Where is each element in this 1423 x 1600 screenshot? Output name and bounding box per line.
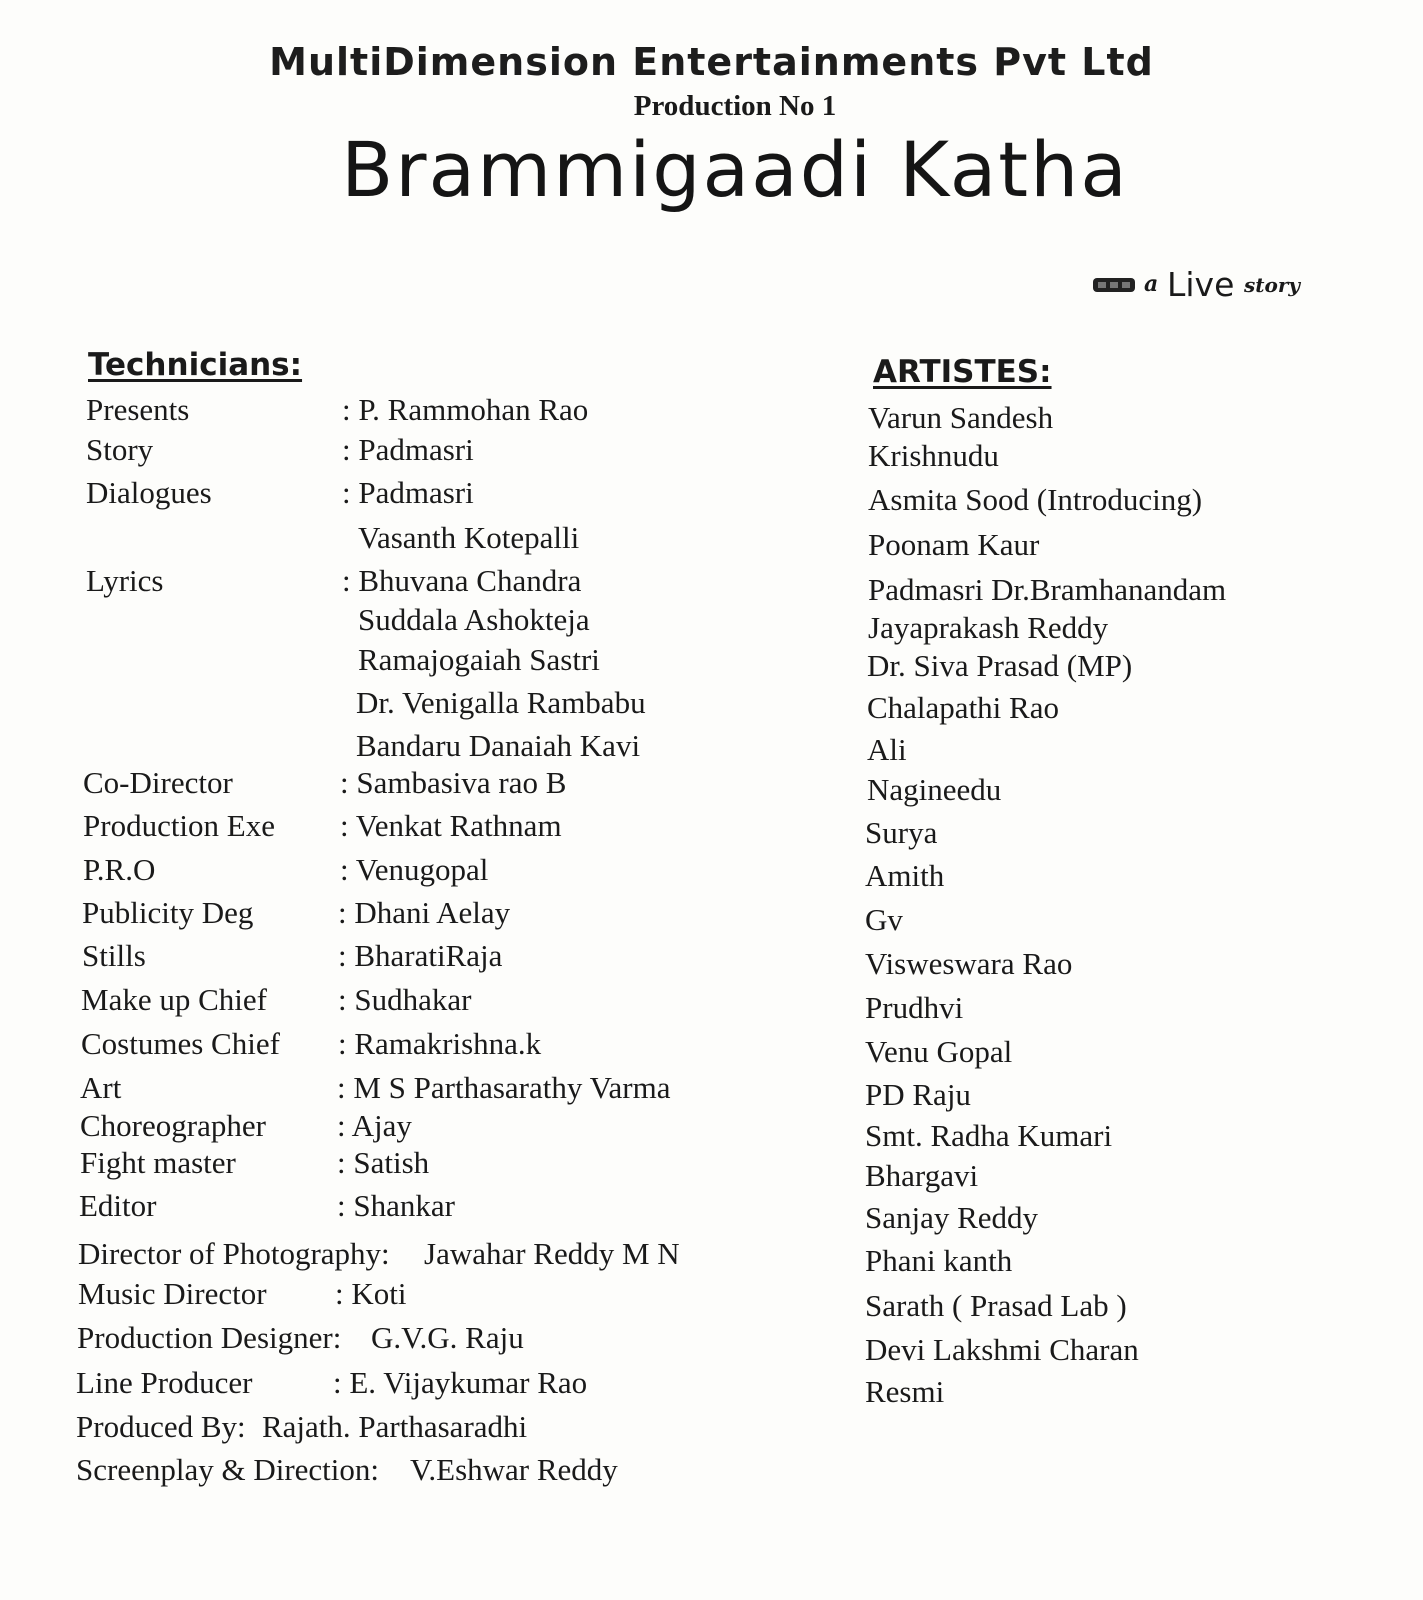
technicians-heading: Technicians:: [88, 347, 303, 383]
production-number: Production No 1: [633, 90, 837, 122]
technician-role: Line Producer: [76, 1365, 253, 1400]
technician-role: Screenplay & Direction:: [76, 1452, 380, 1487]
technician-name: G.V.G. Raju: [371, 1320, 524, 1355]
technician-role: Produced By:: [76, 1409, 246, 1444]
artiste-name: Resmi: [865, 1374, 945, 1409]
technician-name: Dr. Venigalla Rambabu: [356, 685, 646, 720]
technician-name: : Padmasri: [342, 432, 474, 467]
technician-name: : P. Rammohan Rao: [342, 392, 589, 427]
technician-name: Rajath. Parthasaradhi: [262, 1409, 528, 1444]
technician-name: : Venkat Rathnam: [340, 808, 562, 843]
technician-role: Music Director: [78, 1276, 267, 1311]
artistes-heading: ARTISTES:: [873, 354, 1052, 390]
artiste-name: Krishnudu: [868, 438, 999, 473]
technician-name: : Venugopal: [340, 852, 489, 887]
technician-role: Co-Director: [83, 765, 233, 800]
technician-name: : Padmasri: [342, 475, 474, 510]
artiste-name: Varun Sandesh: [868, 400, 1054, 435]
technician-name: V.Eshwar Reddy: [410, 1452, 618, 1487]
company-name: MultiDimension Entertainments Pvt Ltd: [269, 40, 1154, 84]
artiste-name: Ali: [867, 732, 907, 767]
technician-name: : Koti: [335, 1276, 407, 1311]
artiste-name: Padmasri Dr.Bramhanandam: [868, 572, 1227, 607]
technician-name: : Shankar: [337, 1188, 455, 1223]
artiste-name: PD Raju: [865, 1077, 971, 1112]
artiste-name: Jayaprakash Reddy: [868, 610, 1109, 645]
technician-name: Vasanth Kotepalli: [358, 520, 580, 555]
technician-role: Presents: [86, 392, 190, 427]
technician-name: : Dhani Aelay: [338, 895, 511, 930]
technician-role: Fight master: [80, 1145, 236, 1180]
technician-name: : M S Parthasarathy Varma: [337, 1070, 671, 1105]
artiste-name: Gv: [865, 902, 903, 937]
technician-role: Choreographer: [80, 1108, 266, 1143]
artiste-name: Phani kanth: [865, 1243, 1013, 1278]
artiste-name: Surya: [865, 815, 938, 850]
technician-role: Editor: [79, 1188, 157, 1223]
artiste-name: Amith: [865, 858, 945, 893]
technician-name: : BharatiRaja: [338, 938, 503, 973]
artiste-name: Asmita Sood (Introducing): [868, 482, 1203, 517]
technician-role: Costumes Chief: [81, 1026, 280, 1061]
artiste-name: Nagineedu: [867, 772, 1002, 807]
artiste-name: Smt. Radha Kumari: [865, 1118, 1113, 1153]
technician-role: P.R.O: [83, 852, 156, 887]
technician-role: Art: [80, 1070, 122, 1105]
technician-role: Production Exe: [83, 808, 275, 843]
artiste-name: Venu Gopal: [865, 1034, 1013, 1069]
artiste-name: Visweswara Rao: [865, 946, 1073, 981]
technician-role: Dialogues: [86, 475, 212, 510]
technician-name: Ramajogaiah Sastri: [358, 642, 600, 677]
artiste-name: Bhargavi: [865, 1158, 979, 1193]
tagline-live: Live: [1167, 265, 1235, 304]
artistes-list: [865, 0, 1388, 1600]
film-title: Brammigaadi Katha: [341, 125, 1129, 214]
technician-role: Production Designer:: [77, 1320, 342, 1355]
artiste-name: Sanjay Reddy: [865, 1200, 1039, 1235]
technician-name: : Ramakrishna.k: [338, 1026, 542, 1061]
artiste-name: Chalapathi Rao: [867, 690, 1059, 725]
artiste-name: Prudhvi: [865, 990, 964, 1025]
technician-name: Bandaru Danaiah Kavi: [356, 728, 641, 763]
technician-name: : Sambasiva rao B: [340, 765, 567, 800]
artiste-name: Sarath ( Prasad Lab ): [865, 1288, 1127, 1323]
technician-name: : Sudhakar: [338, 982, 472, 1017]
technician-role: Make up Chief: [81, 982, 267, 1017]
tagline-a: a: [1144, 271, 1159, 297]
technician-name: Jawahar Reddy M N: [424, 1236, 680, 1271]
technician-name: : Bhuvana Chandra: [342, 563, 582, 598]
technician-role: Story: [86, 432, 154, 467]
technician-role: Director of Photography:: [78, 1236, 390, 1271]
technician-name: : E. Vijaykumar Rao: [333, 1365, 588, 1400]
technician-name: : Ajay: [337, 1108, 412, 1143]
technician-role: Stills: [82, 938, 146, 973]
technician-role: Publicity Deg: [82, 895, 254, 930]
tagline-story: story: [1244, 273, 1300, 297]
technician-role: Lyrics: [86, 563, 164, 598]
artiste-name: Devi Lakshmi Charan: [865, 1332, 1139, 1367]
artiste-name: Poonam Kaur: [868, 527, 1040, 562]
technician-name: Suddala Ashokteja: [358, 602, 590, 637]
technician-name: : Satish: [337, 1145, 430, 1180]
artiste-name: Dr. Siva Prasad (MP): [867, 648, 1133, 683]
